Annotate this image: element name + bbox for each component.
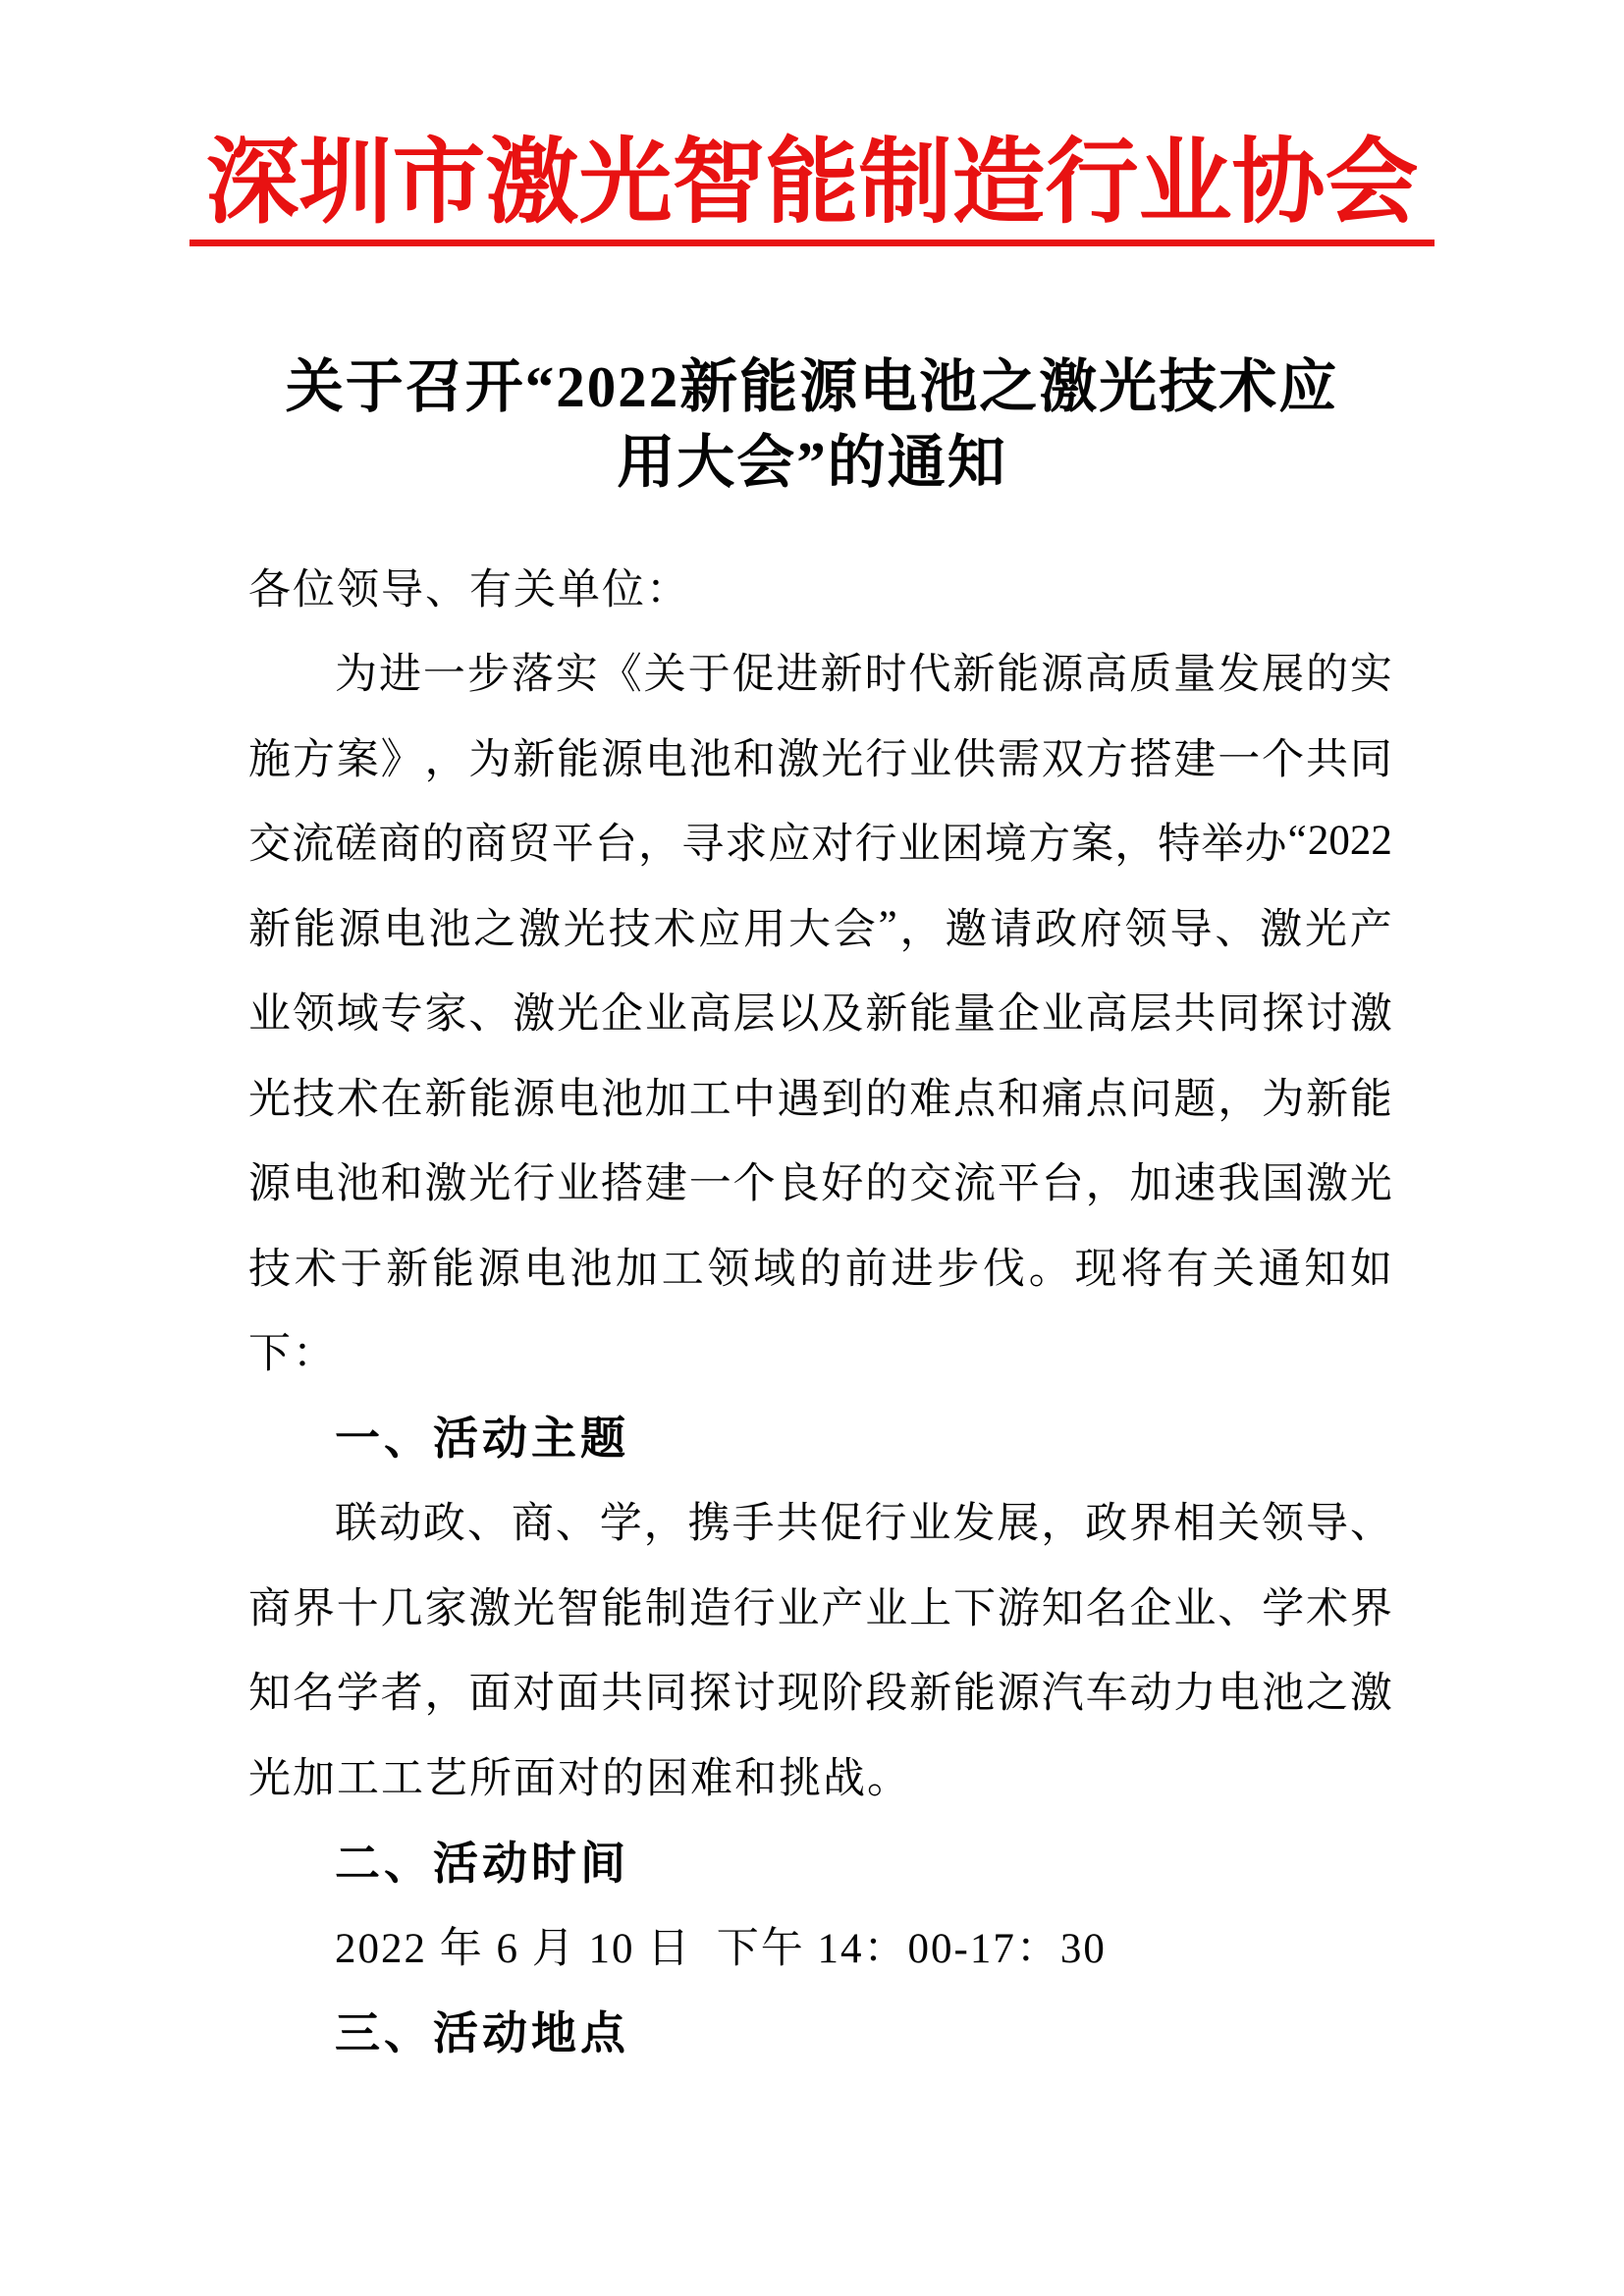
body-line: 联 动 政 、 商 、 学 ， 携 手 共 促 行 业 发 展 ， 政 界 相 关 领 导 、: [335, 1501, 1392, 1548]
body-line: 技 术 于 新 能 源 电 池 加 工 领 域 的 前 进 步 伐 。 现 将 有 关 通 知 如: [248, 1246, 1392, 1293]
notice-title: [0, 349, 1624, 501]
body-line: 各位领导、有关单位：: [248, 566, 690, 614]
notice-title-line-2: 用大会”的通知: [617, 430, 1007, 495]
body-line: 施 方 案 》 ， 为 新 能 源 电 池 和 激 光 行 业 供 需 双 方 搭 建 一 个 共 同: [248, 736, 1392, 783]
body-line: 光 技 术 在 新 能 源 电 池 加 工 中 遇 到 的 难 点 和 痛 点 问 题 ， 为 新 能: [248, 1076, 1392, 1123]
body-line: 商 界 十 几 家 激 光 智 能 制 造 行 业 产 业 上 下 游 知 名 企 业 、 学 术 界: [248, 1585, 1392, 1632]
association-name: 深圳市激光智能制造行业协会: [189, 130, 1434, 246]
body-line: 新 能 源 电 池 之 激 光 技 术 应 用 大 会 ” ， 邀 请 政 府 领 导 、 激 光 产: [248, 902, 1392, 953]
body-line: 2022 年 6 月 10 日 下午 14：00-17：30: [335, 1925, 1107, 1972]
body-line: 业 领 域 专 家 、 激 光 企 业 高 层 以 及 新 能 量 企 业 高 层 共 同 探 讨 激: [248, 991, 1392, 1039]
section-heading: 二、活动时间: [335, 1837, 629, 1889]
notice-body: [248, 544, 1392, 2072]
body-line: 知 名 学 者 ， 面 对 面 共 同 探 讨 现 阶 段 新 能 源 汽 车 动 力 电 池 之 激: [248, 1671, 1392, 1718]
body-line: 光加工工艺所面对的困难和挑战。: [248, 1755, 911, 1802]
letterhead: [0, 130, 1624, 246]
notice-title-line-1: 关于召开“2022新能源电池之激光技术应: [285, 354, 1339, 419]
body-line: 源 电 池 和 激 光 行 业 搭 建 一 个 良 好 的 交 流 平 台 ， 加 速 我 国 激 光: [248, 1161, 1392, 1208]
body-line: 交 流 磋 商 的 商 贸 平 台 ， 寻 求 应 对 行 业 困 境 方 案 ， 特 举 办 “ 2022: [248, 818, 1392, 869]
section-heading: 三、活动地点: [335, 2006, 629, 2058]
body-line: 下：: [248, 1331, 337, 1378]
body-line: 为 进 一 步 落 实 《 关 于 促 进 新 时 代 新 能 源 高 质 量 发 展 的 实: [335, 652, 1392, 699]
section-heading: 一、活动主题: [335, 1413, 629, 1465]
